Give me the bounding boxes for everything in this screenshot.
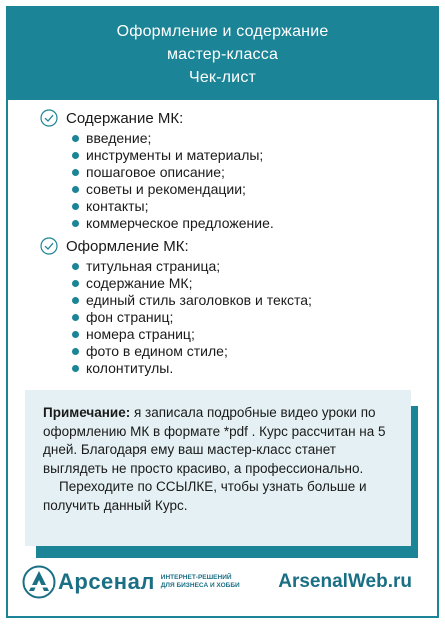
- list-item: пошаговое описание;: [72, 164, 400, 181]
- list-item: единый стиль заголовков и текста;: [72, 292, 400, 309]
- section-content-heading: [40, 108, 400, 128]
- site-link[interactable]: ArsenalWeb.ru: [278, 571, 412, 592]
- brand-tagline-line-2: ДЛЯ БИЗНЕСА И ХОББИ: [160, 582, 240, 589]
- list-item: колонтитулы.: [72, 360, 400, 377]
- list-item: содержание МК;: [72, 275, 400, 292]
- section-design-heading: [40, 236, 400, 256]
- list-item: контакты;: [72, 198, 400, 215]
- check-circle-icon: [40, 237, 58, 255]
- note-box: [25, 390, 411, 546]
- brand-name: Арсенал: [58, 569, 155, 594]
- content-items-list: [72, 130, 400, 232]
- list-item: номера страниц;: [72, 326, 400, 343]
- header-title-line-1: Оформление и содержание: [116, 23, 329, 40]
- section-title: Оформление МК:: [66, 237, 189, 255]
- note-link-text[interactable]: Переходите по ССЫЛКЕ, чтобы узнать больше и получить данный Курс.: [43, 479, 367, 513]
- section-title: Содержание МК:: [66, 109, 184, 127]
- checklist-content: [40, 108, 400, 377]
- brand-tagline: [161, 574, 251, 590]
- header-banner: [8, 8, 437, 100]
- list-item: титульная страница;: [72, 258, 400, 275]
- header-title-line-2: мастер-класса: [166, 46, 279, 63]
- check-circle-icon: [40, 109, 58, 127]
- design-items-list: [72, 258, 400, 377]
- list-item: советы и рекомендации;: [72, 181, 400, 198]
- list-item: коммерческое предложение.: [72, 215, 400, 232]
- list-item: фото в едином стиле;: [72, 343, 400, 360]
- footer: [22, 562, 412, 602]
- list-item: инструменты и материалы;: [72, 147, 400, 164]
- list-item: введение;: [72, 130, 400, 147]
- list-item: фон страниц;: [72, 309, 400, 326]
- note-label: Примечание:: [43, 405, 131, 420]
- header-subtitle: Чек-лист: [188, 69, 257, 86]
- brand-tagline-line-1: ИНТЕРНЕТ-РЕШЕНИЙ: [160, 574, 232, 581]
- note-text: я записала подробные видео уроки по оформлению МК в формате *pdf . Курс рассчитан на 5 дней. Благодаря ему ваш мастер-класс станет выглядеть не просто красиво, а профессионально.: [43, 405, 386, 476]
- arsenal-logo-icon: [22, 565, 56, 599]
